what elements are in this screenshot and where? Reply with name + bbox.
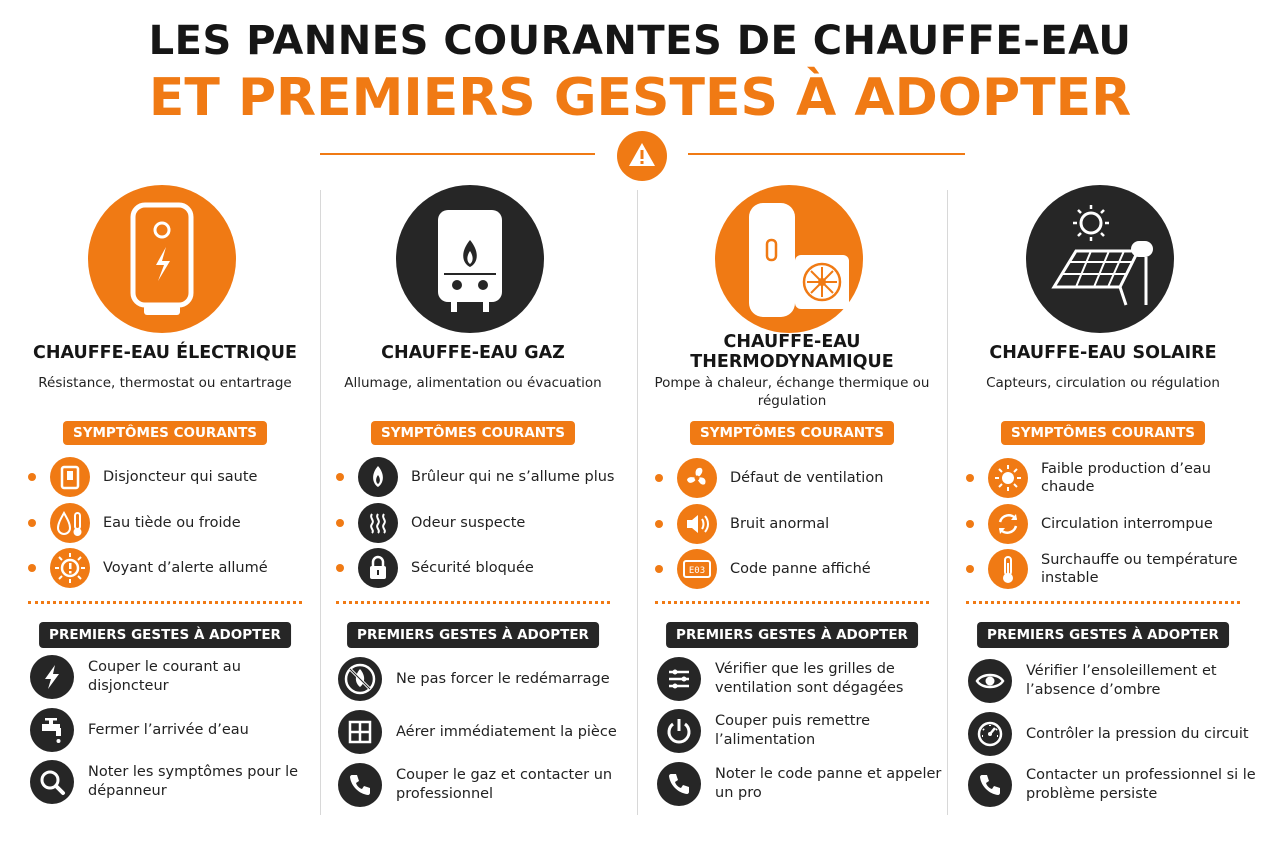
bullet	[655, 474, 663, 482]
symptom-text: Odeur suspecte	[411, 515, 526, 531]
breaker-icon	[50, 457, 90, 497]
magnifier-icon	[30, 760, 74, 804]
title-divider-right	[688, 153, 965, 155]
bullet	[966, 565, 974, 573]
bullet	[28, 473, 36, 481]
bullet	[966, 520, 974, 528]
action-item	[637, 657, 947, 701]
action-text: Couper le gaz et contacter un professionnel	[396, 767, 613, 802]
gas-water-heater-icon	[396, 185, 544, 333]
section-divider	[655, 601, 929, 604]
actions-badge: PREMIERS GESTES À ADOPTER	[977, 622, 1229, 648]
action-item	[10, 708, 320, 752]
sun-icon	[988, 458, 1028, 498]
bullet	[966, 474, 974, 482]
lock-icon	[358, 548, 398, 588]
power-icon	[657, 709, 701, 753]
symptom-text: Surchauffe ou température instable	[1041, 552, 1238, 586]
action-text: Contrôler la pression du circuit	[1026, 725, 1249, 742]
symptom-text: Circulation interrompue	[1041, 516, 1213, 532]
column-title: CHAUFFE-EAU THERMODYNAMIQUE	[690, 332, 894, 372]
section-divider	[28, 601, 302, 604]
action-text: Fermer l’arrivée d’eau	[88, 721, 249, 738]
symptom-text: Eau tiède ou froide	[103, 515, 241, 531]
symptoms-badge: SYMPTÔMES COURANTS	[371, 421, 575, 445]
symptom-item	[318, 548, 628, 588]
column-gaz	[318, 175, 628, 845]
warning-triangle-icon	[617, 131, 667, 181]
window-icon	[338, 710, 382, 754]
column-solaire	[948, 175, 1258, 845]
water-temperature-icon	[50, 503, 90, 543]
action-text: Vérifier l’ensoleillement et l’absence d’ombre	[1026, 663, 1217, 698]
column-subtitle: Allumage, alimentation ou évacuation	[344, 375, 602, 391]
phone-icon	[968, 763, 1012, 807]
column-subtitle: Résistance, thermostat ou entartrage	[38, 375, 292, 391]
action-text: Noter le code panne et appeler un pro	[715, 766, 942, 801]
bullet	[336, 519, 344, 527]
heat-pump-water-heater-icon	[715, 185, 863, 333]
fan-icon	[677, 458, 717, 498]
error-code-icon	[677, 549, 717, 589]
actions-badge: PREMIERS GESTES À ADOPTER	[39, 622, 291, 648]
action-text: Vérifier que les grilles de ventilation sont dégagées	[715, 661, 904, 696]
faucet-icon	[30, 708, 74, 752]
phone-icon	[338, 763, 382, 807]
error-code-label: E03	[688, 566, 706, 576]
symptom-item	[637, 458, 947, 498]
column-electrique	[10, 175, 320, 845]
symptom-text: Bruit anormal	[730, 516, 830, 532]
gauge-icon	[968, 712, 1012, 756]
section-divider	[336, 601, 610, 604]
symptom-item	[948, 504, 1258, 544]
bullet	[28, 564, 36, 572]
symptom-item	[10, 548, 320, 588]
phone-icon	[657, 762, 701, 806]
bullet	[336, 473, 344, 481]
symptoms-badge: SYMPTÔMES COURANTS	[690, 421, 894, 445]
action-text: Aérer immédiatement la pièce	[396, 723, 617, 740]
action-item	[318, 710, 628, 754]
flame-icon	[358, 457, 398, 497]
symptom-text: Faible production d’eau chaude	[1041, 461, 1211, 495]
action-item	[948, 763, 1258, 807]
odor-icon	[358, 503, 398, 543]
symptom-item	[10, 457, 320, 497]
action-item	[637, 709, 947, 753]
symptom-text: Défaut de ventilation	[730, 470, 884, 486]
action-item	[948, 659, 1258, 703]
action-item	[10, 760, 320, 804]
bullet	[655, 520, 663, 528]
section-divider	[966, 601, 1240, 604]
symptom-item	[318, 503, 628, 543]
bullet	[28, 519, 36, 527]
solar-water-heater-icon	[1026, 185, 1174, 333]
actions-badge: PREMIERS GESTES À ADOPTER	[666, 622, 918, 648]
action-text: Contacter un professionnel si le problème persiste	[1026, 767, 1256, 802]
symptom-text: Disjoncteur qui saute	[103, 469, 258, 485]
action-item	[10, 655, 320, 699]
lightning-icon	[30, 655, 74, 699]
grille-icon	[657, 657, 701, 701]
symptom-item	[948, 458, 1258, 498]
column-subtitle: Capteurs, circulation ou régulation	[986, 375, 1220, 391]
circulation-icon	[988, 504, 1028, 544]
action-item	[948, 712, 1258, 756]
action-text: Couper le courant au disjoncteur	[88, 659, 241, 694]
action-text: Ne pas forcer le redémarrage	[396, 670, 610, 687]
symptom-text: Brûleur qui ne s’allume plus	[411, 469, 615, 485]
column-subtitle: Pompe à chaleur, échange thermique ou régulation	[654, 375, 930, 409]
symptom-text: Voyant d’alerte allumé	[103, 560, 268, 576]
page-subtitle: ET PREMIERS GESTES À ADOPTER	[148, 68, 1132, 128]
action-item	[637, 762, 947, 806]
symptom-item	[10, 503, 320, 543]
symptom-item	[637, 549, 947, 589]
action-text: Couper puis remettre l’alimentation	[715, 713, 871, 748]
action-item	[318, 657, 628, 701]
title-divider-left	[320, 153, 595, 155]
column-title: CHAUFFE-EAU SOLAIRE	[989, 343, 1217, 363]
column-thermodynamique	[637, 175, 947, 845]
alert-light-icon	[50, 548, 90, 588]
page-title: LES PANNES COURANTES DE CHAUFFE-EAU	[148, 18, 1132, 64]
speaker-icon	[677, 504, 717, 544]
action-text: Noter les symptômes pour le dépanneur	[88, 764, 299, 799]
symptom-item	[637, 504, 947, 544]
symptom-text: Sécurité bloquée	[411, 560, 534, 576]
thermometer-icon	[988, 549, 1028, 589]
bullet	[336, 564, 344, 572]
actions-badge: PREMIERS GESTES À ADOPTER	[347, 622, 599, 648]
column-title: CHAUFFE-EAU ÉLECTRIQUE	[33, 343, 297, 363]
symptom-item	[948, 549, 1258, 589]
no-flame-icon	[338, 657, 382, 701]
bullet	[655, 565, 663, 573]
symptoms-badge: SYMPTÔMES COURANTS	[63, 421, 267, 445]
symptom-item	[318, 457, 628, 497]
column-title: CHAUFFE-EAU GAZ	[381, 343, 565, 363]
symptoms-badge: SYMPTÔMES COURANTS	[1001, 421, 1205, 445]
symptom-text: Code panne affiché	[730, 561, 871, 577]
action-item	[318, 763, 628, 807]
electric-water-heater-icon	[88, 185, 236, 333]
eye-icon	[968, 659, 1012, 703]
